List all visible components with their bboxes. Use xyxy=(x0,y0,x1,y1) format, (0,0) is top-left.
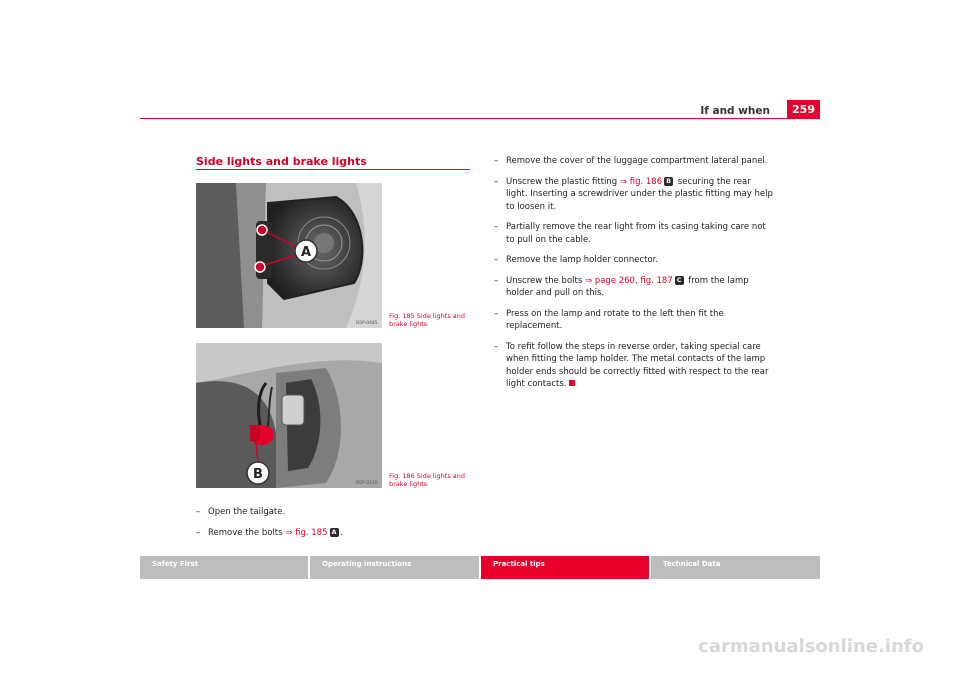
watermark: carmanualsonline.info xyxy=(698,636,924,657)
tab-safety-first[interactable]: Safety First xyxy=(140,556,308,579)
callout-badge-b: B xyxy=(666,176,672,185)
list-item: – Unscrew the plastic fitting ⇒ fig. 186 B securing the rear light. Inserting a screwdriver under the plastic fitting may help to loosen it. xyxy=(494,176,773,212)
figure-186-callout-label: B xyxy=(253,467,263,482)
section-title: Side lights and brake lights xyxy=(196,155,367,168)
figure-185-image xyxy=(196,183,382,328)
list-item: – Remove the bolts ⇒ fig. 185 A . xyxy=(196,527,344,538)
figure-186-code: B5P-0140 xyxy=(356,481,378,486)
footer-nav xyxy=(140,556,820,579)
figure-185-callout-label: A xyxy=(300,245,312,260)
list-item: – Press on the lamp and rotate to the left then fit the replacement. xyxy=(494,308,724,331)
header-rule xyxy=(140,118,820,119)
section-end-marker xyxy=(569,380,575,386)
list-item: – Unscrew the bolts ⇒ page 260, fig. 187 C from the lamp holder and pull on this. xyxy=(494,275,749,298)
tab-operating-instructions[interactable]: Operating instructions xyxy=(310,556,479,579)
callout-badge-c: C xyxy=(676,275,682,284)
list-item: – Open the tailgate. xyxy=(196,507,286,517)
tab-practical-tips[interactable]: Practical tips xyxy=(481,556,649,579)
right-steps-list xyxy=(494,155,774,399)
list-item: – Partially remove the rear light from its casing taking care not to pull on the cable. xyxy=(494,222,766,245)
figure-185-caption: Fig. 185 Side lights and brake lights xyxy=(389,312,466,328)
list-item: – Remove the lamp holder connector. xyxy=(494,255,659,265)
section-rule xyxy=(196,169,470,170)
list-item: – To refit follow the steps in reverse order, taking special care when fitting the lamp holder. The metal contacts of the lamp holder ends should be correctly fitted with respect to the rear light contacts. xyxy=(494,341,769,389)
figure-186-image xyxy=(196,343,382,488)
fig-185-link[interactable]: ⇒ fig. 185 xyxy=(285,527,328,538)
fig-186-link[interactable]: ⇒ fig. 186 xyxy=(619,176,663,187)
tab-technical-data[interactable]: Technical Data xyxy=(651,556,820,579)
figure-186-caption: Fig. 186 Side lights and brake lights xyxy=(389,472,466,488)
list-item: – Remove the cover of the luggage compartment lateral panel. xyxy=(494,156,768,166)
callout-badge-a: A xyxy=(331,527,337,536)
running-header-title: If and when xyxy=(700,105,770,117)
page-number: 259 xyxy=(787,100,820,119)
left-steps-list xyxy=(196,506,476,547)
figure-185-code: B5P-0485 xyxy=(356,321,378,326)
fig-187-link[interactable]: ⇒ page 260, fig. 187 xyxy=(584,275,673,286)
